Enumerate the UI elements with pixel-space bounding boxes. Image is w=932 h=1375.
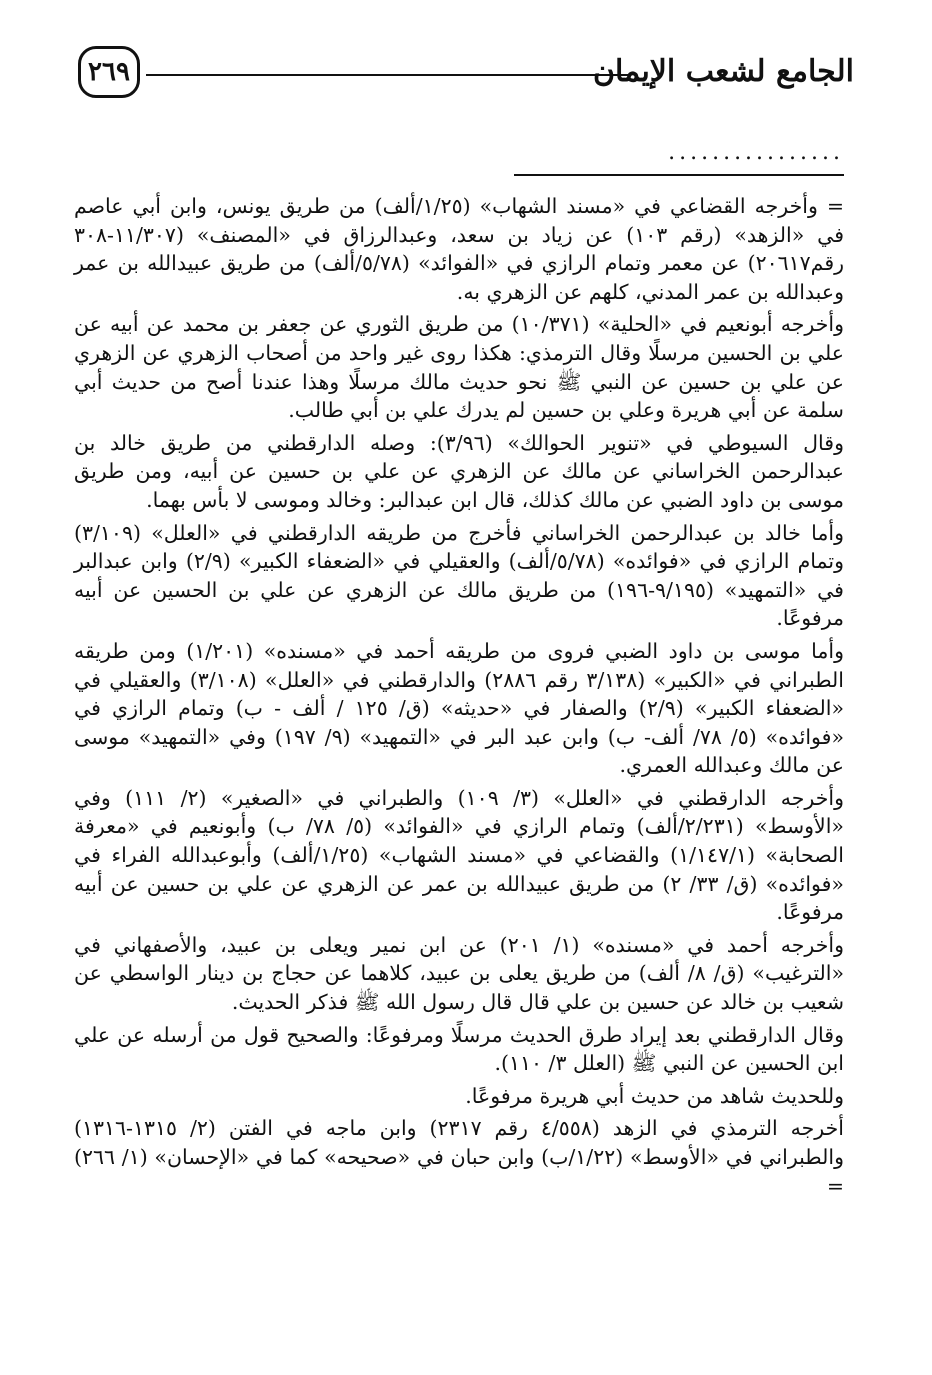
- footnote-separator-rule: [514, 174, 844, 176]
- footnote-paragraph: وقال السيوطي في «تنوير الحوالك» (٣/٩٦): وصله الدارقطني من طريق خالد بن عبدالرحمن الخراساني عن مالك عن الزهري عن علي بن حسين عن أبيه، ومن طريق موسى بن داود الضبي عن مالك كذلك، قال ابن عبدالبر: وخالد وموسى لا بأس بهما.: [74, 430, 844, 512]
- dotted-leader: ................: [668, 140, 844, 165]
- footnote-paragraph: وأخرجه أحمد في «مسنده» (١/ ٢٠١) عن ابن نمير ويعلى بن عبيد، والأصفهاني في «الترغيب» (ق/ ٨/ ألف) من طريق يعلى بن عبيد، كلاهما عن حجاج بن دينار الواسطي عن شعيب بن خالد عن حسين بن علي قال قال رسول الله ﷺ فذكر الحديث.: [74, 932, 844, 1015]
- footnote-paragraph: وأخرجه أبونعيم في «الحلية» (١٠/٣٧١) من طريق الثوري عن جعفر بن محمد عن أبيه عن علي بن الحسين مرسلًا وقال الترمذي: هكذا روى غير واحد من أصحاب الزهري عن الزهري عن علي بن حسين عن النبي ﷺ نحو حديث مالك مرسلًا وهذا عندنا أصح من حديث أبي سلمة عن أبي هريرة وعلي بن حسين لم يدرك علي بن أبي طالب.: [74, 312, 844, 423]
- header-rule: [146, 74, 628, 76]
- footnote-paragraph: وأخرجه الدارقطني في «العلل» (٣/ ١٠٩) والطبراني في «الصغير» (٢/ ١١١) وفي «الأوسط» (٢/٢٣١/ألف) وتمام الرازي في «الفوائد» (٥/ ٧٨/ ب) وأبونعيم في «معرفة الصحابة» (١/١٤٧/١) والقضاعي في «مسند الشهاب» (١/٢٥/ألف) وأبوعبدالله الفراء في «فوائده» (ق/ ٣٣/ ٢) من طريق عبيدالله بن عمر عن الزهري عن علي بن حسين عن أبيه مرفوعًا.: [74, 785, 845, 925]
- footnote-paragraph: أخرجه الترمذي في الزهد (٤/٥٥٨ رقم ٢٣١٧) وابن ماجه في الفتن (٢/ ١٣١٥-١٣١٦) والطبراني في «الأوسط» (١/٢٢/ب) وابن حبان في «صحيحه» كما في «الإحسان» (١/ ٢٦٦) =: [74, 1116, 844, 1198]
- footnote-continuation-marker: [514, 140, 844, 180]
- footnote-paragraph: وللحديث شاهد من حديث أبي هريرة مرفوعًا.: [465, 1083, 844, 1108]
- book-title: الجامع لشعب الإيمان: [592, 54, 854, 89]
- page-number-badge: ٢٦٩: [78, 46, 140, 98]
- footnote-text-block: [74, 192, 844, 1204]
- footnote-paragraph: = وأخرجه القضاعي في «مسند الشهاب» (١/٢٥/ألف) من طريق يونس، وابن أبي عاصم في «الزهد» (رقم ١٠٣) عن زياد بن سعد، وعبدالرزاق في «المصنف» (١١/٣٠٧-٣٠٨ رقم٢٠٦١٧) عن معمر وتمام الرازي في «الفوائد» (٥/٧٨/ألف) من طريق عبيدالله بن عمر وعبدالله بن عمر المدني، كلهم عن الزهري به.: [74, 194, 845, 304]
- running-header: [78, 46, 854, 102]
- footnote-paragraph: وأما موسى بن داود الضبي فروى من طريقه أحمد في «مسنده» (١/٢٠١) ومن طريقه الطبراني في «الكبير» (٣/١٣٨ رقم ٢٨٨٦) والدارقطني في «العلل» (٣/١٠٨) والعقيلي في «الضعفاء الكبير» (٢/٩) والصفار في «حديثه» (ق/ ١٢٥ / ألف - ب) وتمام الرازي في «فوائده» (٥/ ٧٨/ ألف- ب) وابن عبد البر في «التمهيد» (٩/ ١٩٧) وفي «التمهيد» موسى عن مالك وعبدالله العمري.: [74, 638, 844, 778]
- footnote-paragraph: وأما خالد بن عبدالرحمن الخراساني فأخرج من طريقه الدارقطني في «العلل» (٣/١٠٩) وتمام الرازي في «فوائده» (٥/٧٨/ألف) والعقيلي في «الضعفاء الكبير» (٢/٩) وابن عبدالبر في «التمهيد» (٩/١٩٥-١٩٦) من طريق مالك عن الزهري عن علي بن الحسين عن أبيه مرفوعًا.: [74, 520, 844, 631]
- footnote-paragraph: وقال الدارقطني بعد إيراد طرق الحديث مرسلًا ومرفوعًا: والصحيح قول من أرسله عن علي ابن الحسين عن النبي ﷺ (العلل ٣/ ١١٠).: [74, 1022, 844, 1076]
